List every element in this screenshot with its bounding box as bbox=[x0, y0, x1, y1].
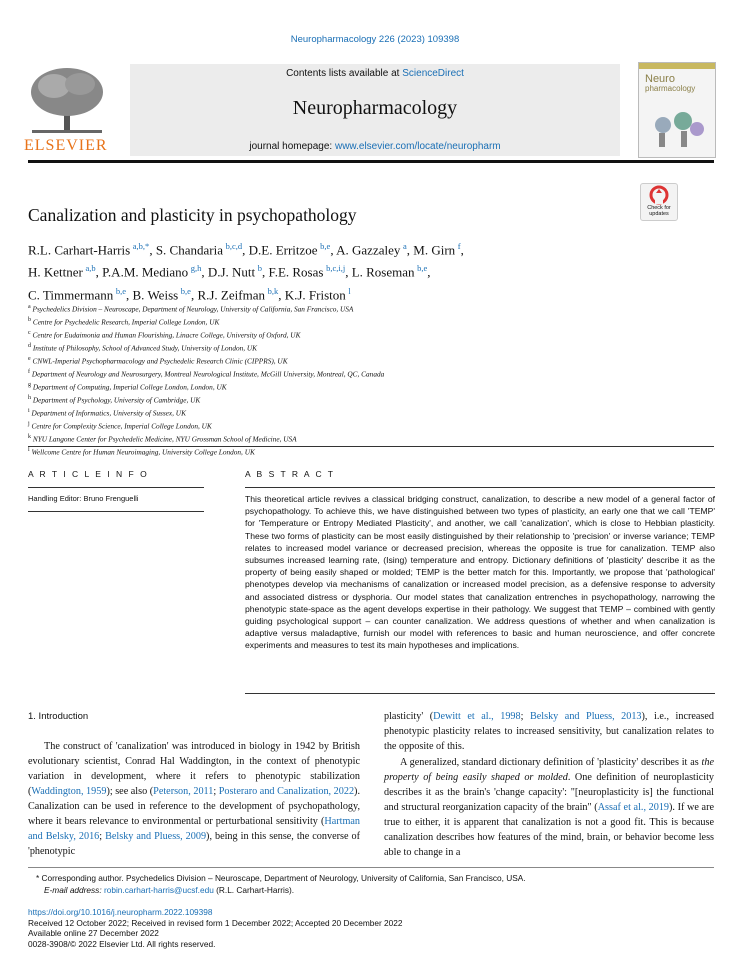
paragraph: plasticity' (Dewitt et al., 1998; Belsky and Pluess, 2013), i.e., increased phenotypic plasticity relates to increased sensitivity, but canalization relates to the opposite of this. bbox=[384, 711, 714, 752]
sciencedirect-link[interactable]: ScienceDirect bbox=[402, 68, 464, 79]
article-info-bottom-rule bbox=[28, 511, 204, 512]
author-affiliation-mark[interactable]: a,b,* bbox=[132, 241, 150, 251]
affiliation: $^b$ Centre for Psychedelic Research, Imperial College London, UK bbox=[28, 317, 220, 327]
footnote: * Corresponding author. Psychedelics Division – Neuroscape, Department of Neurology, University of California, San Francisco, USA. E-mail address: robin.carhart-harris@ucsf.edu (R.L. Carhart-Harris). bbox=[36, 872, 716, 896]
email-link[interactable]: robin.carhart-harris@ucsf.edu bbox=[103, 885, 214, 895]
author[interactable]: S. Chandaria bbox=[155, 242, 223, 258]
header-rule bbox=[28, 160, 714, 163]
handling-editor: Handling Editor: Bruno Frenguelli bbox=[28, 494, 139, 503]
abstract-text: This theoretical article revives a classical bridging construct, canalization, to describe a new model of a general factor of psychopathology. To achieve this, we have distinguished between two types of plasticity, an early one that we call 'TEMP' for 'Temperature or Entropy Mediated Plasticity', and another, we call 'canalization', which is close to Hebbian plasticity. These two forms of plasticity can be most easily distinguished by their relationship to 'precision' or inverse variance; TEMP relates to increased model variance or decreased precision, whereas the opposite is true for canalization. TEMP also subsumes increased learning rate, (Ising) temperature and entropy. Dictionary definitions of 'plasticity' describe it as the property of being easily shaped or molded; TEMP is the better match for this. Importantly, we propose that 'pathological' phenotypes develop via mechanisms of canalization or increased model precision, as a defensive response to adversity and associated distress or dysphoria. Our model states that canalization entrenches in psychopathology, narrowing the phenotypic state-space as the agent develops expertise in their pathology. We suggest that TEMP – combined with gently guiding psychological support – can counter canalization. We address questions of whether and when canalization is adaptive versus maladaptive, furnish our model with references to basic and human neuroscience, and offer concrete experiments and measures to test its main hypotheses and implications. bbox=[245, 494, 715, 651]
reference-link[interactable]: Peterson, 2011 bbox=[153, 786, 214, 797]
affiliation: $^f$ Department of Neurology and Neurosurgery, Montreal Neurological Institute, McGill University, Montreal, QC, Canada bbox=[28, 369, 385, 379]
author[interactable]: P.A.M. Mediano bbox=[102, 264, 189, 280]
affiliation: $^k$ NYU Langone Center for Psychedelic Medicine, NYU Grossman School of Medicine, USA bbox=[28, 434, 297, 444]
reference-link[interactable]: Dewitt et al., 1998 bbox=[433, 711, 521, 722]
homepage-link[interactable]: www.elsevier.com/locate/neuropharm bbox=[334, 141, 501, 152]
affiliation: $^h$ Department of Psychology, University of Cambridge, UK bbox=[28, 395, 201, 405]
affiliation: $^i$ Department of Informatics, University of Sussex, UK bbox=[28, 408, 186, 418]
corresponding-author-note: * Corresponding author. Psychedelics Division – Neuroscape, Department of Neurology, University of California, San Francisco, USA. bbox=[36, 873, 526, 883]
reference-link[interactable]: Assaf et al., 2019 bbox=[597, 802, 670, 813]
check-updates-label: Check for updates bbox=[647, 205, 671, 217]
reference-link[interactable]: Hartman and Belsky, 2016 bbox=[28, 816, 360, 842]
author[interactable]: K.J. Friston bbox=[284, 286, 346, 302]
author-affiliation-mark[interactable]: a,b bbox=[85, 263, 96, 274]
author-affiliation-mark[interactable]: b,k bbox=[267, 285, 279, 296]
affiliation: $^c$ Centre for Eudaimonia and Human Flourishing, Linacre College, University of Oxford, UK bbox=[28, 330, 301, 340]
abstract-bottom-rule bbox=[245, 693, 715, 694]
author-affiliation-mark[interactable]: b,e bbox=[320, 241, 331, 251]
affiliation: $^d$ Institute of Philosophy, School of Advanced Study, University of London, UK bbox=[28, 343, 258, 353]
author-affiliation-mark[interactable]: b,c,i,j bbox=[326, 263, 346, 274]
affiliation: $^a$ Psychedelics Division – Neuroscape, Department of Neurology, University of California, San Francisco, USA bbox=[28, 304, 354, 314]
journal-citation[interactable]: Neuropharmacology 226 (2023) 109398 bbox=[290, 34, 460, 45]
paragraph: A generalized, standard dictionary definition of 'plasticity' describes it as the property of being easily shaped or molded. One definition of neuroplasticity describes it as the brain's 'change capacity': "[neuroplasticity is] the functional and structural reorganization capacity of the brain" (Assaf et al., 2019). If we are true to either, it is apparent that canalization is not a good fit. This is because canalization describes how features of the mind, brain, or behavior become less able to change in a bbox=[384, 757, 714, 858]
affiliation-list bbox=[28, 302, 708, 458]
copyright: 0028-3908/© 2022 Elsevier Ltd. All rights reserved. bbox=[28, 938, 216, 949]
publication-info bbox=[28, 907, 714, 949]
author-affiliation-mark[interactable]: a bbox=[402, 241, 407, 251]
abstract-rule bbox=[245, 487, 715, 488]
doi-link[interactable]: https://doi.org/10.1016/j.neuropharm.2022.109398 bbox=[28, 907, 213, 917]
reference-link[interactable]: Belsky and Pluess, 2009 bbox=[105, 831, 207, 842]
author-affiliation-mark[interactable]: l bbox=[348, 285, 351, 296]
article-title: Canalization and plasticity in psychopathology bbox=[28, 205, 357, 225]
publisher-name: ELSEVIER bbox=[24, 137, 108, 154]
footnote-rule bbox=[28, 867, 714, 868]
affiliation: $^l$ Wellcome Centre for Human Neuroimaging, University College London, UK bbox=[28, 447, 255, 457]
affiliation: $^e$ CNWL-Imperial Psychopharmacology and Psychedelic Research Clinic (CIPPRS), UK bbox=[28, 356, 288, 366]
intro-right-column bbox=[384, 709, 714, 860]
author-affiliation-mark[interactable]: b,e bbox=[180, 285, 191, 296]
available-online: Available online 27 December 2022 bbox=[28, 928, 159, 939]
reference-link[interactable]: Posteraro and Canalization, 2022 bbox=[218, 786, 355, 797]
article-info-rule bbox=[28, 487, 204, 488]
paragraph: The construct of 'canalization' was introduced in biology in 1942 by British evolutionary scientist, Conrad Hal Waddington, in the context of phenotypic variation in development, where it refers to phenotypic stabilization (Waddington, 1959); see also (Peterson, 2011; Posteraro and Canalization, 2022). Canalization can be used in reference to the development of psychopathology, where it bears relevance to environmental or perturbational sensitivity (Hartman and Belsky, 2016; Belsky and Pluess, 2009), being in this sense, the converse of 'phenotypic bbox=[28, 741, 360, 857]
author[interactable]: A. Gazzaley bbox=[336, 242, 401, 258]
affiliation: $^g$ Department of Computing, Imperial College London, London, UK bbox=[28, 382, 227, 392]
section-heading-introduction: 1. Introduction bbox=[28, 711, 89, 722]
author-affiliation-mark[interactable]: b,e bbox=[115, 285, 127, 296]
reference-link[interactable]: Waddington, 1959 bbox=[31, 786, 107, 797]
author-affiliation-mark[interactable]: f bbox=[457, 241, 461, 251]
journal-homepage: journal homepage: www.elsevier.com/locate/neuropharm bbox=[249, 141, 501, 152]
author-affiliation-mark[interactable]: b bbox=[257, 263, 262, 274]
author[interactable]: D.E. Erritzoe bbox=[248, 242, 318, 258]
author[interactable]: R.L. Carhart-Harris bbox=[28, 242, 131, 258]
abstract-heading: A B S T R A C T bbox=[245, 469, 336, 479]
contents-line: Contents lists available at ScienceDirect bbox=[286, 68, 464, 79]
author[interactable]: F.E. Rosas bbox=[268, 264, 324, 280]
author[interactable]: R.J. Zeifman bbox=[197, 286, 265, 302]
check-updates-icon bbox=[641, 184, 677, 206]
author-affiliation-mark[interactable]: b,e bbox=[417, 263, 428, 274]
author[interactable]: C. Timmermann bbox=[28, 286, 114, 302]
author[interactable]: B. Weiss bbox=[132, 286, 179, 302]
author-list: R.L. Carhart-Harris $^{a,b,*}$, S. Chandaria $^{b,c,d}$, D.E. Erritzoe $^{b,e}$, A. Gazzaley $^a$, M. Girn $^f$, H. Kettner $^{a,b}$, P.A.M. Mediano $^{g,h}$, D.J. Nutt $^b$, F.E. Rosas $^{b,c,i,j}$, L. Roseman $^{b,e}$, C. Timmermann $^{b,e}$, B. Weiss $^{b,e}$, R.J. Zeifman $^{b,k}$, K.J. Friston $^l$ bbox=[28, 241, 464, 302]
author-affiliation-mark[interactable]: b,c,d bbox=[225, 241, 243, 251]
author[interactable]: D.J. Nutt bbox=[207, 264, 256, 280]
reference-link[interactable]: Belsky and Pluess, 2013 bbox=[529, 711, 642, 722]
cover-title: Neuro pharmacology bbox=[645, 73, 696, 93]
intro-left-column bbox=[28, 739, 360, 859]
journal-name: Neuropharmacology bbox=[292, 97, 458, 119]
author-affiliation-mark[interactable]: g,h bbox=[190, 263, 202, 274]
author[interactable]: M. Girn bbox=[413, 242, 456, 258]
author[interactable]: H. Kettner bbox=[28, 264, 83, 280]
author[interactable]: L. Roseman bbox=[351, 264, 415, 280]
affiliation: $^j$ Centre for Complexity Science, Imperial College London, UK bbox=[28, 421, 212, 431]
affiliation-divider bbox=[28, 446, 714, 447]
article-info-heading: A R T I C L E I N F O bbox=[28, 469, 149, 479]
received-dates: Received 12 October 2022; Received in revised form 1 December 2022; Accepted 20 December 2022 bbox=[28, 917, 403, 928]
